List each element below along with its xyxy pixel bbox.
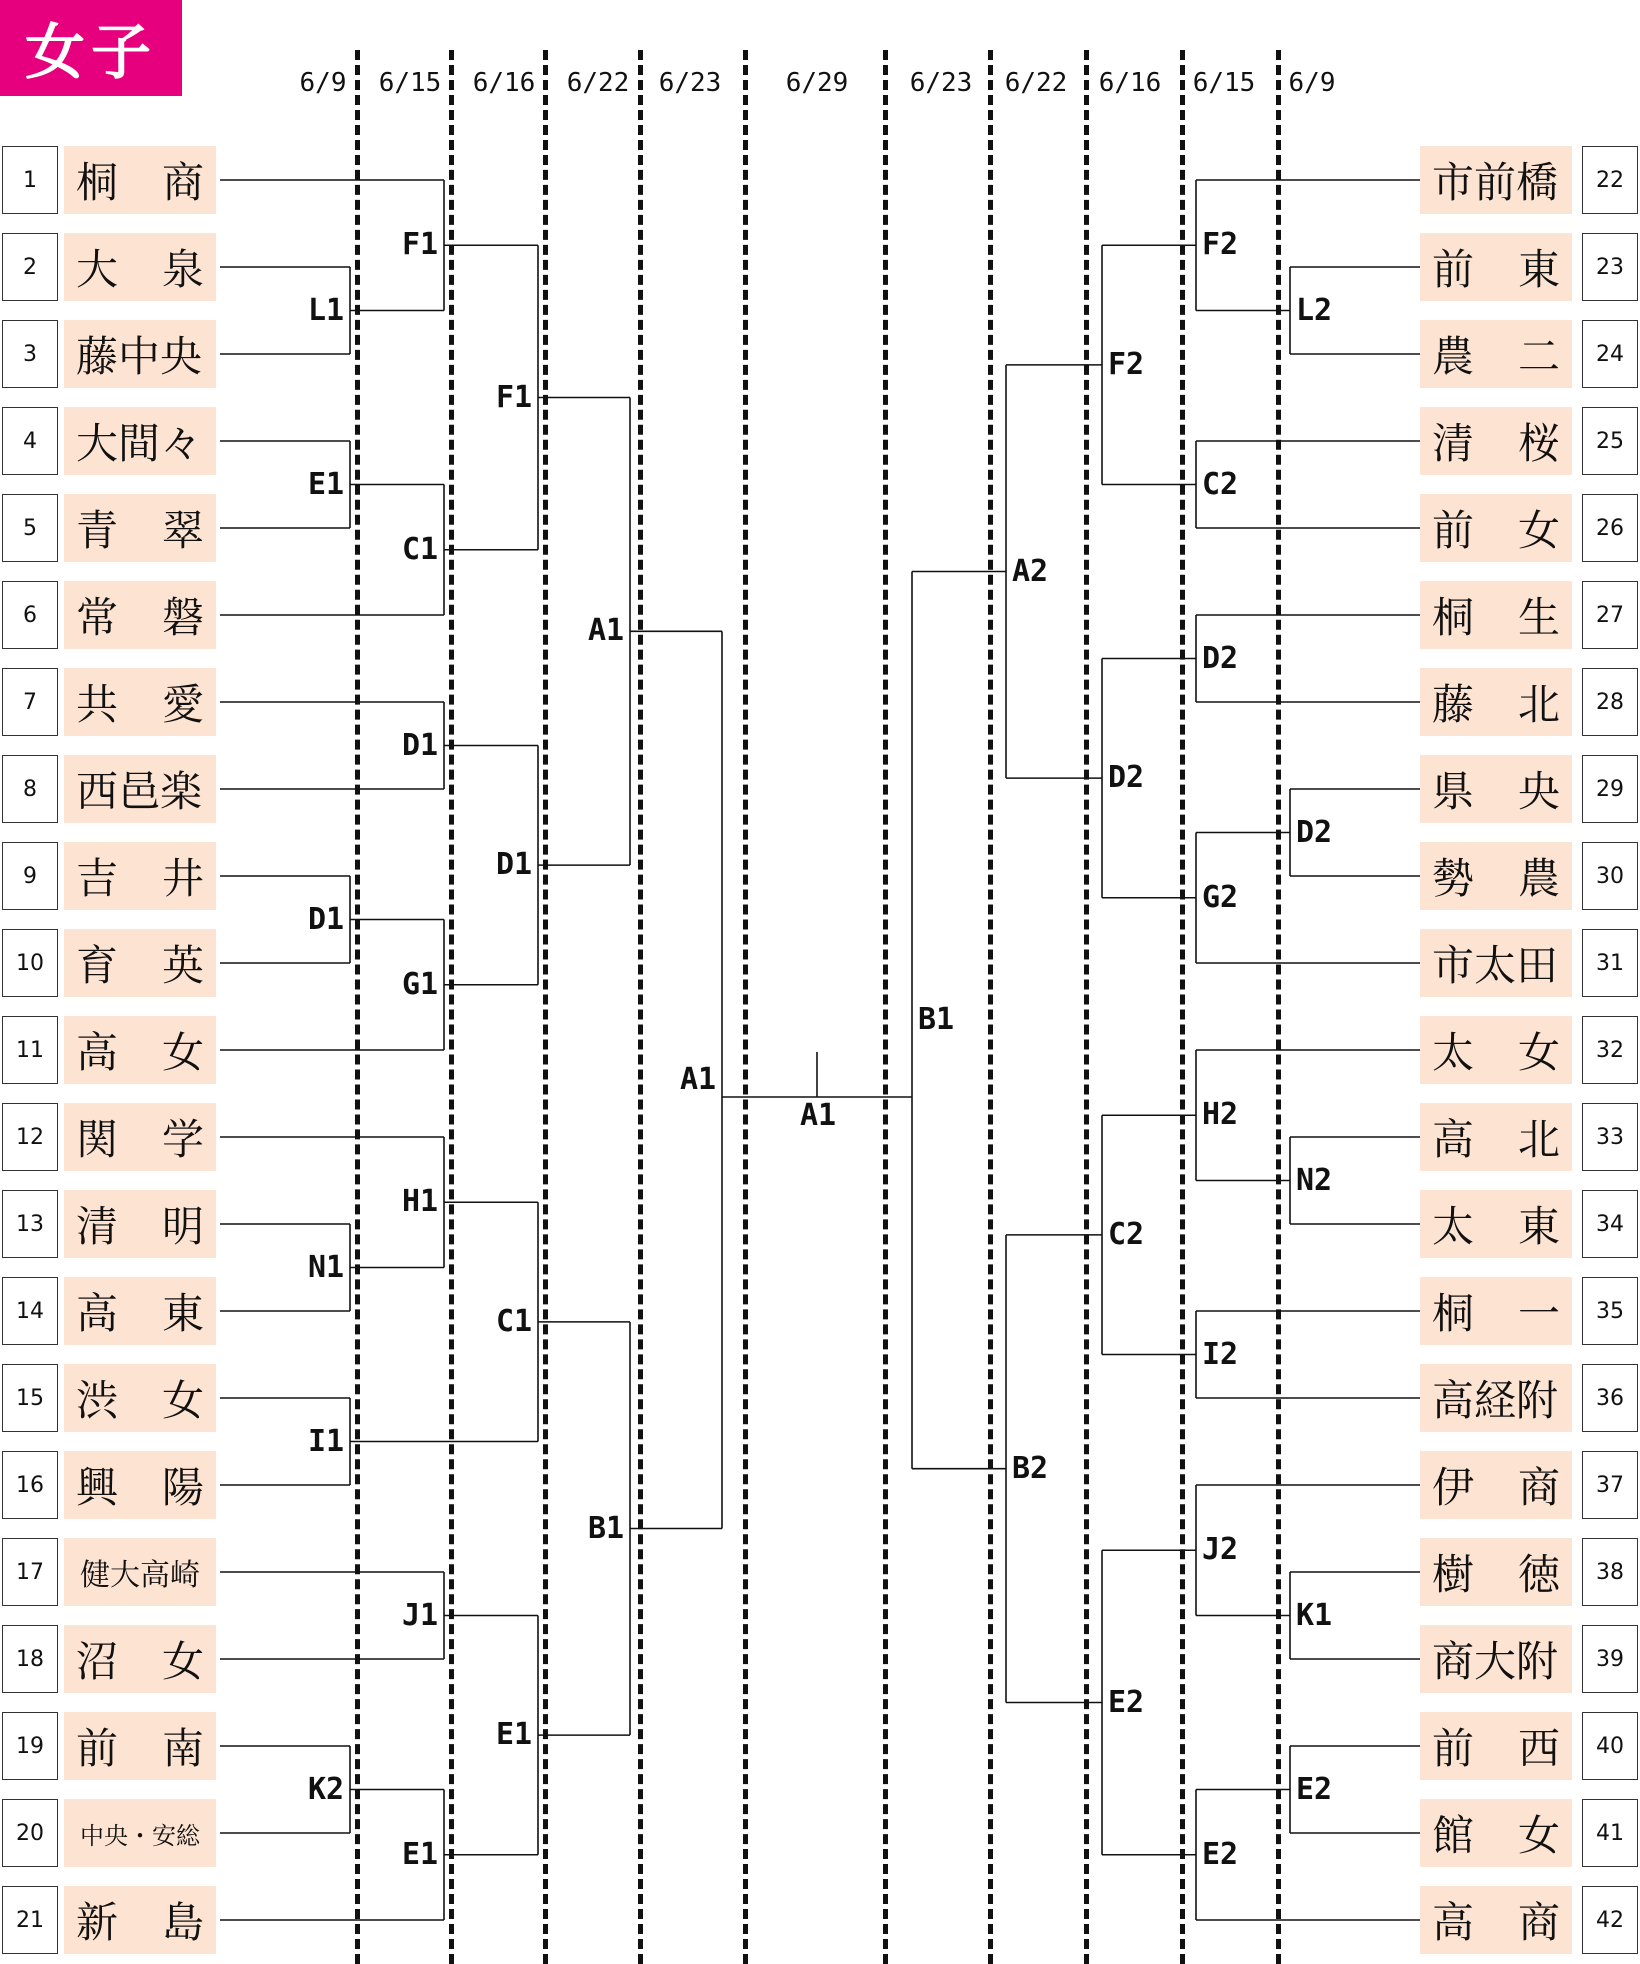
- team-name: 市前橋: [1420, 146, 1572, 214]
- seed-number: 32: [1582, 1016, 1638, 1084]
- seed-number: 16: [2, 1451, 58, 1519]
- seed-number: 27: [1582, 581, 1638, 649]
- team-name: 館 女: [1420, 1799, 1572, 1867]
- team-name: 清 桜: [1420, 407, 1572, 475]
- seed-number: 2: [2, 233, 58, 301]
- venue-label: J1: [402, 1597, 439, 1633]
- venue-label: C2: [1202, 466, 1239, 502]
- venue-label: N2: [1296, 1162, 1333, 1198]
- team-name: 新 島: [64, 1886, 216, 1954]
- team-name: 前 女: [1420, 494, 1572, 562]
- date-header: 6/9: [1288, 68, 1336, 98]
- seed-number: 23: [1582, 233, 1638, 301]
- venue-label: H1: [402, 1184, 439, 1220]
- seed-number: 20: [2, 1799, 58, 1867]
- venue-label: F1: [496, 379, 533, 415]
- venue-label: C1: [496, 1303, 533, 1339]
- team-name: 高 北: [1420, 1103, 1572, 1171]
- venue-label: E1: [308, 466, 345, 502]
- seed-number: 15: [2, 1364, 58, 1432]
- team-name: 桐 生: [1420, 581, 1572, 649]
- venue-label: D2: [1296, 814, 1333, 850]
- seed-number: 37: [1582, 1451, 1638, 1519]
- seed-number: 8: [2, 755, 58, 823]
- team-name: 高 女: [64, 1016, 216, 1084]
- team-name: 清 明: [64, 1190, 216, 1258]
- seed-number: 17: [2, 1538, 58, 1606]
- venue-label: D2: [1108, 760, 1145, 796]
- venue-label: D2: [1202, 640, 1239, 676]
- venue-label: H2: [1202, 1097, 1239, 1133]
- venue-label: E1: [402, 1836, 439, 1872]
- team-name: 育 英: [64, 929, 216, 997]
- date-header: 6/29: [785, 68, 849, 98]
- seed-number: 36: [1582, 1364, 1638, 1432]
- venue-label: B1: [588, 1510, 625, 1546]
- venue-label: E1: [496, 1717, 533, 1753]
- venue-label: C2: [1108, 1216, 1145, 1252]
- date-header: 6/9: [299, 68, 347, 98]
- date-header: 6/16: [472, 68, 536, 98]
- seed-number: 9: [2, 842, 58, 910]
- seed-number: 38: [1582, 1538, 1638, 1606]
- team-name: 高 東: [64, 1277, 216, 1345]
- team-name: 藤 北: [1420, 668, 1572, 736]
- date-header: 6/16: [1098, 68, 1162, 98]
- team-name: 中央・安総: [64, 1799, 216, 1867]
- venue-label: E2: [1202, 1836, 1239, 1872]
- venue-label: L1: [308, 292, 345, 328]
- seed-number: 22: [1582, 146, 1638, 214]
- seed-number: 3: [2, 320, 58, 388]
- venue-label: K1: [1296, 1597, 1333, 1633]
- venue-label: F1: [402, 227, 439, 263]
- seed-number: 10: [2, 929, 58, 997]
- team-name: 渋 女: [64, 1364, 216, 1432]
- seed-number: 39: [1582, 1625, 1638, 1693]
- venue-label: F2: [1202, 227, 1239, 263]
- venue-label: L2: [1296, 292, 1333, 328]
- team-name: 健大高崎: [64, 1538, 216, 1606]
- team-name: 樹 徳: [1420, 1538, 1572, 1606]
- team-name: 桐 一: [1420, 1277, 1572, 1345]
- team-name: 興 陽: [64, 1451, 216, 1519]
- team-name: 太 女: [1420, 1016, 1572, 1084]
- team-name: 太 東: [1420, 1190, 1572, 1258]
- venue-label: I1: [308, 1423, 345, 1459]
- venue-label: A2: [1012, 553, 1049, 589]
- seed-number: 24: [1582, 320, 1638, 388]
- date-header: 6/23: [658, 68, 722, 98]
- team-name: 勢 農: [1420, 842, 1572, 910]
- venue-label: B1: [918, 1002, 955, 1038]
- seed-number: 30: [1582, 842, 1638, 910]
- seed-number: 42: [1582, 1886, 1638, 1954]
- seed-number: 7: [2, 668, 58, 736]
- seed-number: 40: [1582, 1712, 1638, 1780]
- venue-label: E2: [1108, 1684, 1145, 1720]
- venue-label: E2: [1296, 1771, 1333, 1807]
- seed-number: 26: [1582, 494, 1638, 562]
- venue-label: J2: [1202, 1532, 1239, 1568]
- venue-label: N1: [308, 1249, 345, 1285]
- venue-label: D1: [402, 727, 439, 763]
- seed-number: 5: [2, 494, 58, 562]
- venue-label: C1: [402, 531, 439, 567]
- date-header: 6/15: [1192, 68, 1256, 98]
- team-name: 伊 商: [1420, 1451, 1572, 1519]
- team-name: 藤中央: [64, 320, 216, 388]
- venue-label: G1: [402, 966, 439, 1002]
- team-name: 西邑楽: [64, 755, 216, 823]
- venue-label: G2: [1202, 879, 1239, 915]
- date-header: 6/23: [909, 68, 973, 98]
- team-name: 高経附: [1420, 1364, 1572, 1432]
- team-name: 農 二: [1420, 320, 1572, 388]
- seed-number: 21: [2, 1886, 58, 1954]
- team-name: 関 学: [64, 1103, 216, 1171]
- seed-number: 28: [1582, 668, 1638, 736]
- seed-number: 31: [1582, 929, 1638, 997]
- team-name: 前 東: [1420, 233, 1572, 301]
- team-name: 常 磐: [64, 581, 216, 649]
- seed-number: 1: [2, 146, 58, 214]
- date-header: 6/22: [1004, 68, 1068, 98]
- team-name: 商大附: [1420, 1625, 1572, 1693]
- seed-number: 12: [2, 1103, 58, 1171]
- venue-label: A1: [680, 1061, 717, 1097]
- venue-label: D1: [308, 901, 345, 937]
- seed-number: 6: [2, 581, 58, 649]
- seed-number: 11: [2, 1016, 58, 1084]
- seed-number: 29: [1582, 755, 1638, 823]
- venue-label: F2: [1108, 346, 1145, 382]
- team-name: 共 愛: [64, 668, 216, 736]
- venue-label: B2: [1012, 1450, 1049, 1486]
- team-name: 吉 井: [64, 842, 216, 910]
- page-title: 女子: [25, 18, 157, 88]
- team-name: 青 翠: [64, 494, 216, 562]
- team-name: 前 西: [1420, 1712, 1572, 1780]
- team-name: 大間々: [64, 407, 216, 475]
- team-name: 高 商: [1420, 1886, 1572, 1954]
- team-name: 桐 商: [64, 146, 216, 214]
- venue-label: I2: [1202, 1336, 1239, 1372]
- seed-number: 4: [2, 407, 58, 475]
- seed-number: 13: [2, 1190, 58, 1258]
- team-name: 県 央: [1420, 755, 1572, 823]
- team-name: 市太田: [1420, 929, 1572, 997]
- seed-number: 19: [2, 1712, 58, 1780]
- seed-number: 18: [2, 1625, 58, 1693]
- date-header: 6/22: [566, 68, 630, 98]
- team-name: 大 泉: [64, 233, 216, 301]
- seed-number: 33: [1582, 1103, 1638, 1171]
- seed-number: 34: [1582, 1190, 1638, 1258]
- team-name: 沼 女: [64, 1625, 216, 1693]
- venue-label: K2: [308, 1771, 345, 1807]
- venue-label: A1: [588, 613, 625, 649]
- seed-number: 35: [1582, 1277, 1638, 1345]
- seed-number: 14: [2, 1277, 58, 1345]
- venue-label: A1: [800, 1098, 837, 1133]
- seed-number: 41: [1582, 1799, 1638, 1867]
- team-name: 前 南: [64, 1712, 216, 1780]
- date-header: 6/15: [378, 68, 442, 98]
- venue-label: D1: [496, 847, 533, 883]
- seed-number: 25: [1582, 407, 1638, 475]
